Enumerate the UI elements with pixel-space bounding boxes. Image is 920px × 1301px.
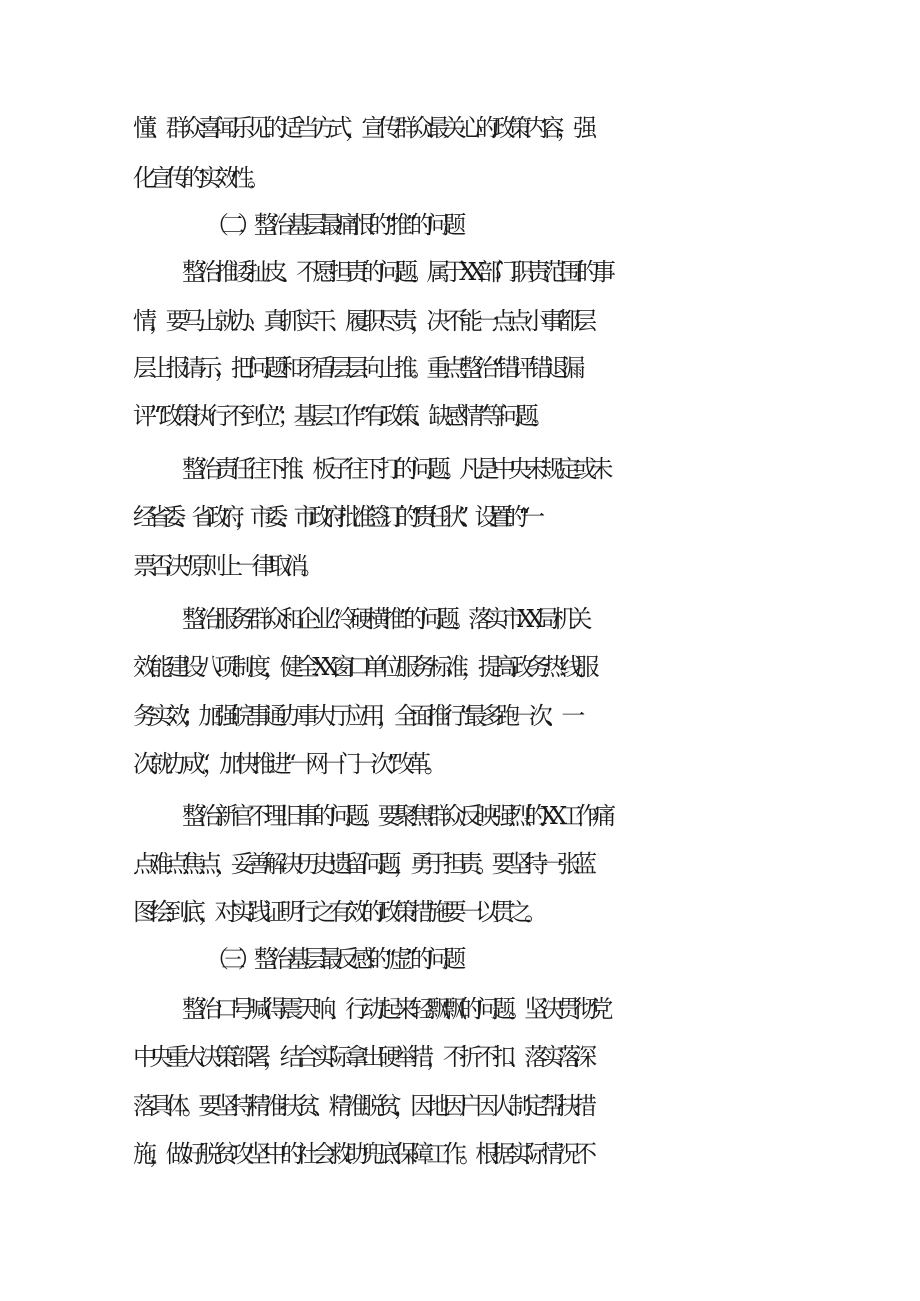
text-line-1: 懂、群众喜闻乐见的适当方式，宣传群众最关心的政策内容，强 xyxy=(133,114,590,142)
paragraph-start-3: 整治服务群众和企业“冷硬横推”的问题。落实市XX局机关 xyxy=(182,605,585,633)
text-line-14: 次就办成“，加快推进“一网一门一次”改革。 xyxy=(133,750,441,778)
text-line-20: 中央重大决策部署，结合实际拿出硬举措，不折不扣、落实落深 xyxy=(133,1043,590,1071)
text-line-6: 层上报请示，把问题和矛盾层层向上推。重点整治“错评错退漏 xyxy=(133,354,578,382)
text-line-5: 情，要马上就办、真抓实干、履职尽责，决不能一点点小事都层 xyxy=(133,307,590,335)
paragraph-start-4: 整治新官不理旧事的问题。要聚焦群众反映强烈的XX工作痛 xyxy=(182,802,609,830)
paragraph-start-1: 整治推诿扯皮、不愿担责的问题。属于XX部门职责范围的事 xyxy=(182,258,609,286)
text-line-10: 票否决”原则上一律取消。 xyxy=(133,552,317,580)
section-heading-2: （二）整治基层最痛恨的“推”的问题 xyxy=(205,211,459,239)
text-line-9: 经省委、省政府，市委、市政府批准签订的“责任状”、设置的“一 xyxy=(133,503,536,531)
text-line-7: 评”“政策执行不到位”；基层工作“有政策、缺感情”等问题。 xyxy=(133,402,548,430)
text-line-16: 点难点焦点，妥善解决历史遗留问题，勇于担责。要坚持一张蓝 xyxy=(133,850,590,878)
text-line-13: 务实效；加强皖事通办事大厅应用，全面推行“最多跑一次、一 xyxy=(133,702,578,730)
paragraph-start-5: 整治口号喊得震天响、行动起来轻飘飘的问题。坚决贯彻党 xyxy=(182,995,606,1023)
text-line-12: 效能建设八项制度，健全XX窗口单位服务标准，提高政务热线服 xyxy=(133,653,592,681)
text-line-17: 图绘到底，对实践证明行之有效的政策措施要一以贯之。 xyxy=(133,898,541,926)
text-line-22: 施，做好脱贫攻坚中的社会救助兜底保障工作。根据实际情况不 xyxy=(133,1140,590,1168)
paragraph-start-2: 整治责任往下推、板子往下打的问题。凡是中央未规定或未 xyxy=(182,455,606,483)
text-line-2: 化宣传的实效性。 xyxy=(133,164,264,192)
text-line-21: 落具体。要坚持精准扶贫、精准脱贫，因地因户因人制定帮扶措 xyxy=(133,1092,590,1120)
section-heading-3: （三）整治基层最反感的“虚”的问题 xyxy=(205,945,459,973)
